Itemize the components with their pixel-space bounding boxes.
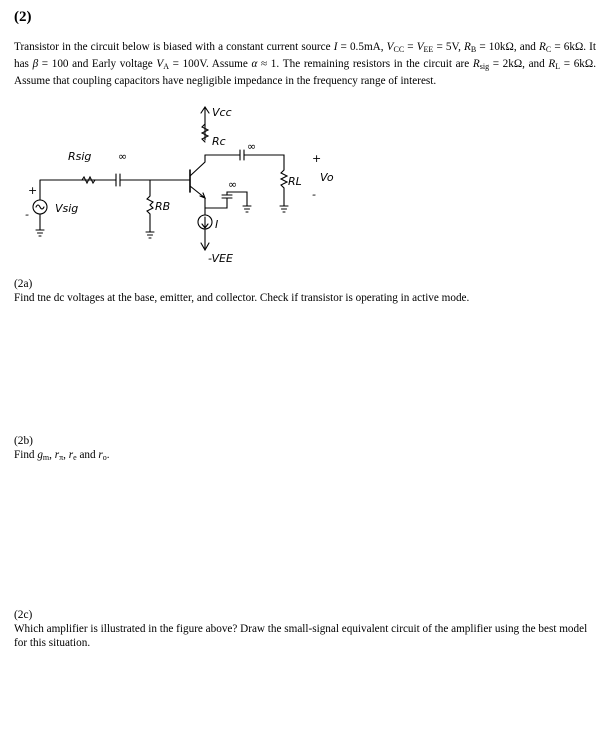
rl-resistor [281, 170, 287, 206]
output-wire [244, 155, 284, 170]
problem-statement: Transistor in the circuit below is biased with a constant current source I = 0.5mA, $V_{CC} = V_{EE} = 5V$, $R_B = 10k\Omega$, and $R_C = 6k\Omega$. It has β = 100 and Early voltage $V_A = 100V$. Assume α ≈ 1. The remaining resistors in the circuit are $R_{sig} = 2k\Omega$, and $R_L = 6k\Omega$. Assume that coupling capacitors have negligible impedance in the frequency range of interest. [14, 41, 597, 87]
rl-ground [280, 206, 288, 212]
part-2c-text: Which amplifier is illustrated in the figure above? Draw the small-signal equivalent circuit of the amplifier using the best model for this situation. [14, 623, 588, 649]
vo-plus: + [312, 152, 322, 165]
current-label: I [215, 218, 219, 231]
current-source-arrow [202, 217, 208, 228]
transistor-collector [190, 155, 205, 176]
part-2a-label: (2a) [14, 278, 33, 290]
part-2b-text: Find $g_m$, $r_\pi$, $r_e$ and $r_o$. [14, 449, 110, 462]
question-number: (2) [14, 9, 32, 25]
input-cap-inf: ∞ [118, 150, 128, 163]
part-2b [14, 434, 594, 465]
vo-minus: - [312, 188, 316, 201]
vsig-minus: - [25, 208, 29, 221]
rl-label: RL [288, 175, 302, 188]
vcc-label: Vcc [212, 106, 232, 119]
vee-label: -VEE [208, 252, 233, 265]
part-2c-label: (2c) [14, 609, 33, 621]
part-2b-label: (2b) [14, 435, 33, 447]
rsig-label: Rsig [68, 150, 92, 163]
vo-label: Vo [320, 171, 334, 184]
input-capacitor [116, 174, 120, 186]
vsig-wire [40, 180, 72, 200]
rb-ground [146, 232, 154, 238]
output-capacitor [240, 150, 244, 160]
emitter-wire [205, 198, 227, 208]
rc-label: Rc [212, 135, 226, 148]
rb-resistor [147, 180, 153, 232]
part-2c [14, 608, 594, 650]
part-2a [14, 277, 594, 305]
transistor-emitter [190, 186, 205, 208]
vsig-label: Vsig [55, 202, 79, 215]
vsig-symbol [36, 205, 44, 209]
vsig-plus: + [28, 184, 38, 197]
output-cap-inf: ∞ [247, 140, 257, 153]
circuit-diagram [22, 100, 352, 270]
part-2a-text: Find tne dc voltages at the base, emitter, and collector. Check if transistor is operating in active mode. [14, 292, 470, 304]
bypass-cap-inf: ∞ [228, 178, 238, 191]
vsig-ground [36, 214, 44, 236]
rb-label: RB [155, 200, 171, 213]
